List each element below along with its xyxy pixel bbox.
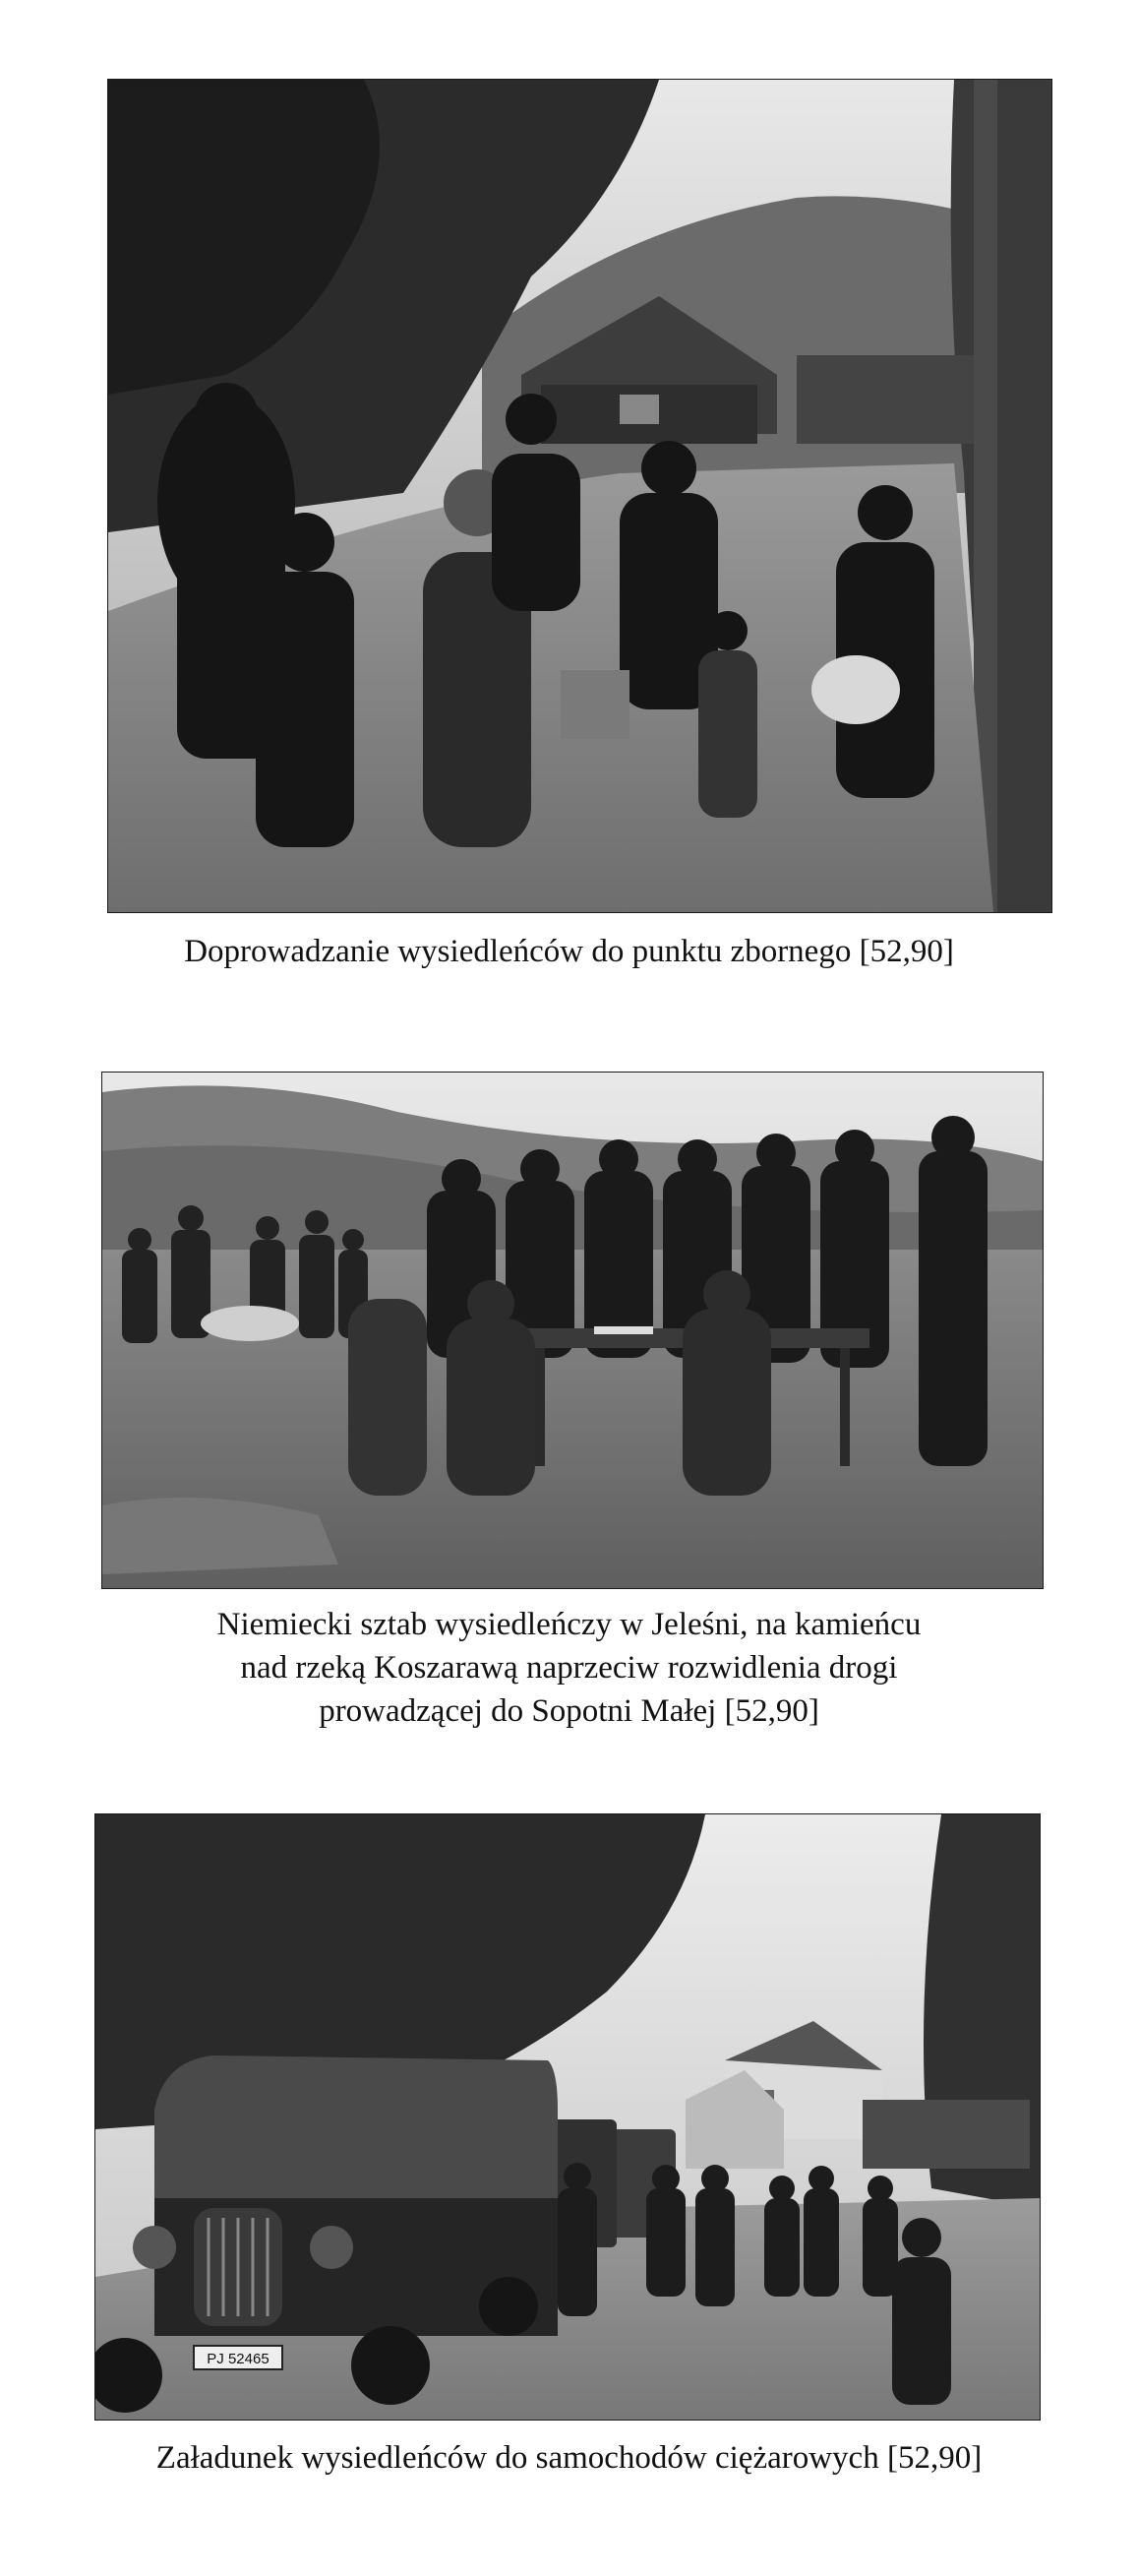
photo-1-illustration [108, 80, 1051, 912]
caption-line: Doprowadzanie wysiedleńców do punktu zbornego [52,90] [184, 934, 954, 969]
photo-loading-trucks [94, 1813, 1041, 2421]
photo-2-illustration [102, 1073, 1043, 1588]
figure-1-caption [0, 930, 1138, 973]
caption-line: prowadzącej do Sopotni Małej [52,90] [319, 1693, 819, 1729]
photo-3-illustration [95, 1814, 1040, 2420]
photo-deportees-on-road [107, 79, 1052, 913]
caption-line: nad rzeką Koszarawą naprzeciw rozwidlenia drogi [240, 1650, 898, 1686]
caption-line: Niemiecki sztab wysiedleńczy w Jeleśni, na kamieńcu [216, 1607, 922, 1642]
caption-line: Załadunek wysiedleńców do samochodów ciężarowych [52,90] [155, 2440, 983, 2476]
license-plate-text: PJ 52465 [207, 2351, 270, 2367]
photo-german-staff-at-table [101, 1072, 1044, 1589]
figure-3-caption [0, 2436, 1138, 2480]
figure-2-caption [0, 1603, 1138, 1733]
